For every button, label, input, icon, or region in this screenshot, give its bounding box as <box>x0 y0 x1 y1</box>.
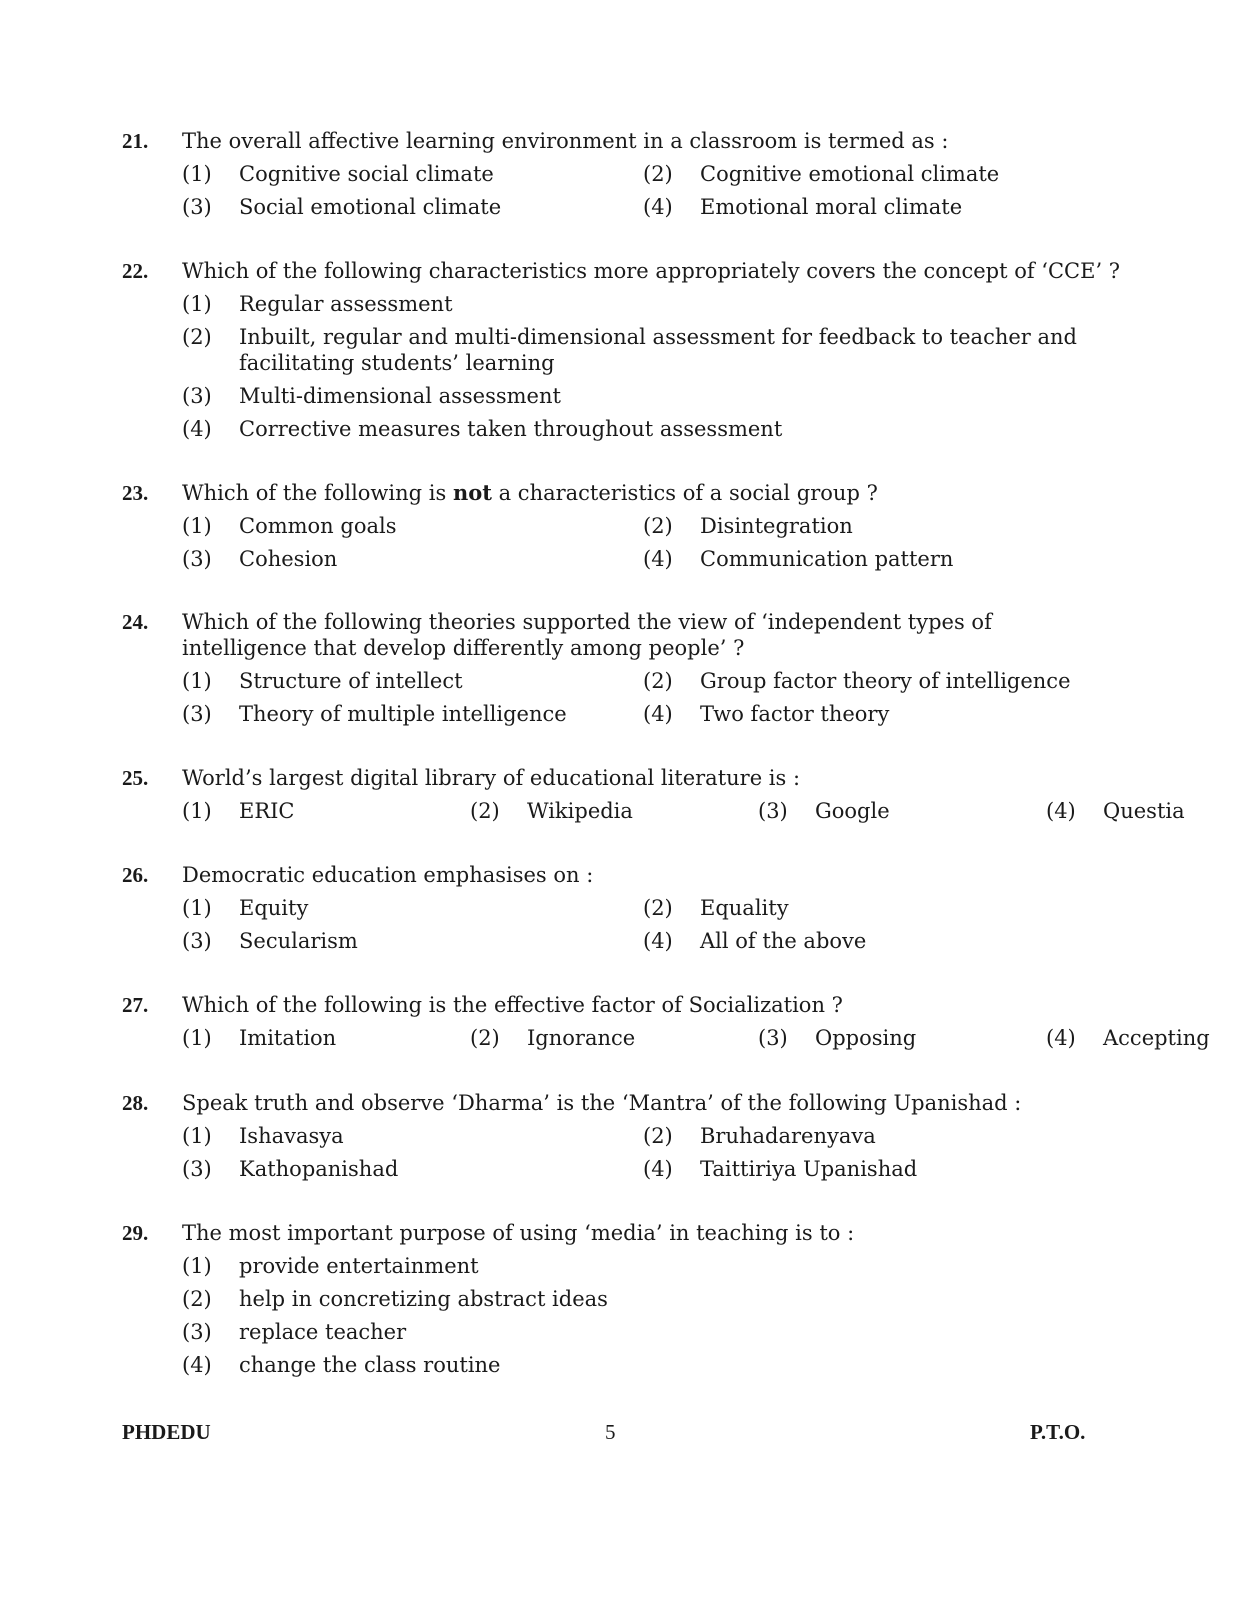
option-number: (1) <box>182 1254 212 1278</box>
option-text: Common goals <box>239 514 397 538</box>
option-text: Google <box>815 799 890 823</box>
option <box>182 798 470 824</box>
option-number: (1) <box>182 1124 212 1148</box>
option <box>182 668 643 694</box>
option-text: Inbuilt, regular and multi-dimensional assessment for feedback to teacher and facilitating students’ learning <box>239 325 1077 375</box>
question-number: 28. <box>122 1091 149 1115</box>
option-number: (2) <box>182 325 212 349</box>
option-number: (1) <box>182 669 212 693</box>
option-number: (1) <box>182 514 212 538</box>
option-text: Imitation <box>239 1026 337 1050</box>
option-number: (4) <box>1046 799 1076 823</box>
option-number: (3) <box>758 799 788 823</box>
option-number: (2) <box>643 669 673 693</box>
option-number: (4) <box>182 417 212 441</box>
option <box>758 798 1046 824</box>
option-text: Corrective measures taken throughout assessment <box>239 417 783 441</box>
option <box>182 701 643 727</box>
option-text: provide entertainment <box>239 1254 479 1278</box>
option-number: (2) <box>470 799 500 823</box>
question-text: Which of the following is the effective factor of Socialization ? <box>182 993 843 1017</box>
option-text: Social emotional climate <box>239 195 502 219</box>
option-text: help in concretizing abstract ideas <box>239 1287 608 1311</box>
option <box>182 895 643 921</box>
option <box>643 161 1104 187</box>
question-number: 21. <box>122 129 149 153</box>
option-text: Emotional moral climate <box>700 195 963 219</box>
option-number: (3) <box>758 1026 788 1050</box>
option-number: (2) <box>470 1026 500 1050</box>
question-number: 24. <box>122 610 149 634</box>
option-number: (2) <box>643 514 673 538</box>
option <box>182 416 1122 442</box>
option-text: Ishavasya <box>239 1124 344 1148</box>
question-text-emphasis: not <box>452 480 492 505</box>
option <box>643 1123 1104 1149</box>
option <box>182 1286 1122 1312</box>
option <box>182 1025 470 1051</box>
option <box>1046 1025 1240 1051</box>
option <box>182 1156 643 1182</box>
option-number: (4) <box>643 547 673 571</box>
option-text: Taittiriya Upanishad <box>700 1157 918 1181</box>
option <box>182 161 643 187</box>
option-text: Bruhadarenyava <box>700 1124 876 1148</box>
option-text: Disintegration <box>700 514 853 538</box>
question-text-after: a characteristics of a social group ? <box>491 481 878 505</box>
option-number: (1) <box>182 162 212 186</box>
option-text: Equality <box>700 896 789 920</box>
option-number: (3) <box>182 1320 212 1344</box>
option-text: Cognitive emotional climate <box>700 162 1000 186</box>
option-text: Regular assessment <box>239 292 453 316</box>
question-number: 22. <box>122 259 149 283</box>
option <box>182 1319 1122 1345</box>
option <box>182 928 643 954</box>
question-29 <box>122 1220 1122 1378</box>
option <box>182 194 643 220</box>
option <box>182 1253 1122 1279</box>
option-text: Equity <box>239 896 309 920</box>
question-number: 26. <box>122 863 149 887</box>
question-24 <box>122 609 1122 727</box>
option-number: (4) <box>643 702 673 726</box>
option <box>643 194 1104 220</box>
question-text: Which of the following theories supported the view of ‘independent types of intelligence that develop differently among people’ ? <box>182 610 992 660</box>
paper-code: PHDEDU <box>122 1420 211 1444</box>
option-number: (3) <box>182 702 212 726</box>
option-text: Theory of multiple intelligence <box>239 702 567 726</box>
option-number: (2) <box>182 1287 212 1311</box>
option-number: (2) <box>643 1124 673 1148</box>
question-23 <box>122 480 1122 572</box>
question-text: The overall affective learning environment in a classroom is termed as : <box>182 129 949 153</box>
question-number: 23. <box>122 481 149 505</box>
option-text: replace teacher <box>239 1320 407 1344</box>
option <box>182 1352 1122 1378</box>
option-number: (4) <box>182 1353 212 1377</box>
question-26 <box>122 862 1122 954</box>
question-text: World’s largest digital library of educational literature is : <box>182 766 801 790</box>
option-number: (4) <box>643 195 673 219</box>
option-text: Cognitive social climate <box>239 162 494 186</box>
question-25 <box>122 765 1185 824</box>
option <box>1046 798 1240 824</box>
option <box>643 668 1104 694</box>
question-text: Speak truth and observe ‘Dharma’ is the ‘Mantra’ of the following Upanishad : <box>182 1091 1022 1115</box>
option-text: Kathopanishad <box>239 1157 399 1181</box>
option-text: Structure of intellect <box>239 669 463 693</box>
option-text: Accepting <box>1103 1026 1210 1050</box>
option <box>182 291 1122 317</box>
option-text: Questia <box>1103 799 1185 823</box>
option-number: (3) <box>182 1157 212 1181</box>
option <box>643 895 1104 921</box>
option-text: Two factor theory <box>700 702 890 726</box>
option <box>182 324 1122 376</box>
option <box>182 383 1122 409</box>
option-number: (3) <box>182 547 212 571</box>
question-text: Democratic education emphasises on : <box>182 863 594 887</box>
option-text: change the class routine <box>239 1353 501 1377</box>
question-number: 27. <box>122 993 149 1017</box>
option-number: (2) <box>643 162 673 186</box>
option-text: Group factor theory of intelligence <box>700 669 1071 693</box>
question-number: 29. <box>122 1221 149 1245</box>
option-text: ERIC <box>239 799 295 823</box>
option-text: Cohesion <box>239 547 338 571</box>
option <box>470 1025 758 1051</box>
option-text: Wikipedia <box>527 799 633 823</box>
option-number: (1) <box>182 799 212 823</box>
question-21 <box>122 128 1122 220</box>
option-number: (4) <box>1046 1026 1076 1050</box>
option-text: Communication pattern <box>700 547 954 571</box>
question-text-before: Which of the following is <box>182 481 453 505</box>
option-number: (3) <box>182 195 212 219</box>
option-number: (1) <box>182 1026 212 1050</box>
question-text <box>182 480 1122 506</box>
option <box>182 546 643 572</box>
option-number: (1) <box>182 292 212 316</box>
question-28 <box>122 1090 1122 1182</box>
option-text: Opposing <box>815 1026 917 1050</box>
question-text: The most important purpose of using ‘media’ in teaching is to : <box>182 1221 855 1245</box>
question-22 <box>122 258 1122 442</box>
option <box>758 1025 1046 1051</box>
option-number: (3) <box>182 384 212 408</box>
option <box>182 513 643 539</box>
please-turn-over: P.T.O. <box>1030 1420 1086 1444</box>
option-number: (4) <box>643 929 673 953</box>
question-number: 25. <box>122 766 149 790</box>
option <box>643 513 1104 539</box>
question-27 <box>122 992 1210 1051</box>
option <box>643 1156 1104 1182</box>
option-number: (4) <box>643 1157 673 1181</box>
option-text: Secularism <box>239 929 358 953</box>
option-text: Multi-dimensional assessment <box>239 384 561 408</box>
option-text: All of the above <box>700 929 867 953</box>
option <box>643 701 1104 727</box>
page-number: 5 <box>605 1420 616 1444</box>
option <box>182 1123 643 1149</box>
option <box>470 798 758 824</box>
option <box>643 928 1104 954</box>
option-number: (2) <box>643 896 673 920</box>
option-number: (3) <box>182 929 212 953</box>
option-text: Ignorance <box>527 1026 636 1050</box>
question-text: Which of the following characteristics more appropriately covers the concept of ‘CCE’ ? <box>182 259 1121 283</box>
option-number: (1) <box>182 896 212 920</box>
option <box>643 546 1104 572</box>
